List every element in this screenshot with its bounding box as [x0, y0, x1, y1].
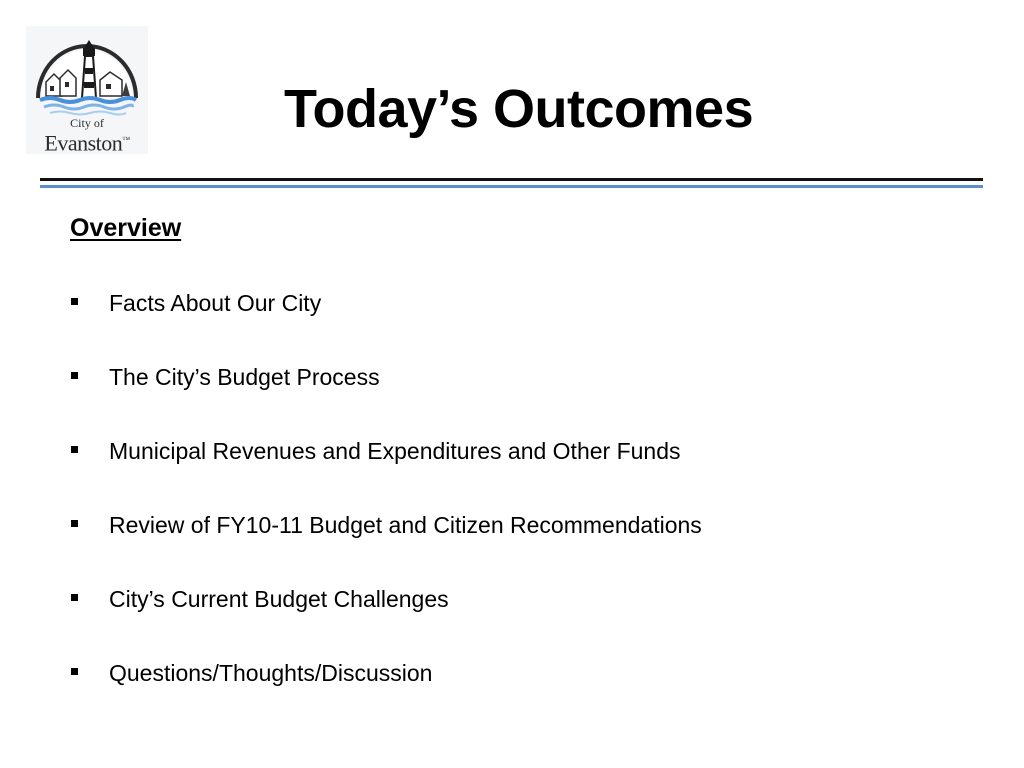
logo-caption-city-of: City of	[70, 116, 104, 130]
logo-caption-evanston-text: Evanston	[44, 130, 123, 156]
bullet-item	[0, 433, 980, 471]
bullet-item	[0, 655, 980, 693]
bullet-item	[0, 581, 980, 619]
square-bullet-icon	[71, 668, 78, 675]
logo-trademark: ™	[122, 135, 130, 144]
bullet-text: Questions/Thoughts/Discussion	[109, 660, 433, 686]
square-bullet-icon	[71, 298, 78, 305]
bullet-item	[0, 359, 980, 397]
bullet-item	[0, 507, 980, 545]
square-bullet-icon	[71, 446, 78, 453]
square-bullet-icon	[71, 372, 78, 379]
city-logo	[26, 26, 148, 154]
bullet-text: Facts About Our City	[109, 290, 322, 316]
logo-caption-evanston	[26, 127, 148, 156]
square-bullet-icon	[71, 520, 78, 527]
square-bullet-icon	[71, 594, 78, 601]
bullet-text: Municipal Revenues and Expenditures and Other Funds	[109, 438, 681, 464]
title-divider-blue	[40, 185, 983, 188]
bullet-text: City’s Current Budget Challenges	[109, 586, 449, 612]
section-heading: Overview	[70, 214, 182, 242]
bullet-item	[0, 285, 980, 323]
slide-title: Today’s Outcomes	[284, 79, 754, 139]
bullet-text: The City’s Budget Process	[109, 364, 380, 390]
bullet-text: Review of FY10-11 Budget and Citizen Recommendations	[109, 512, 702, 538]
lighthouse-emblem-icon	[26, 26, 148, 126]
title-divider-dark	[40, 178, 983, 181]
